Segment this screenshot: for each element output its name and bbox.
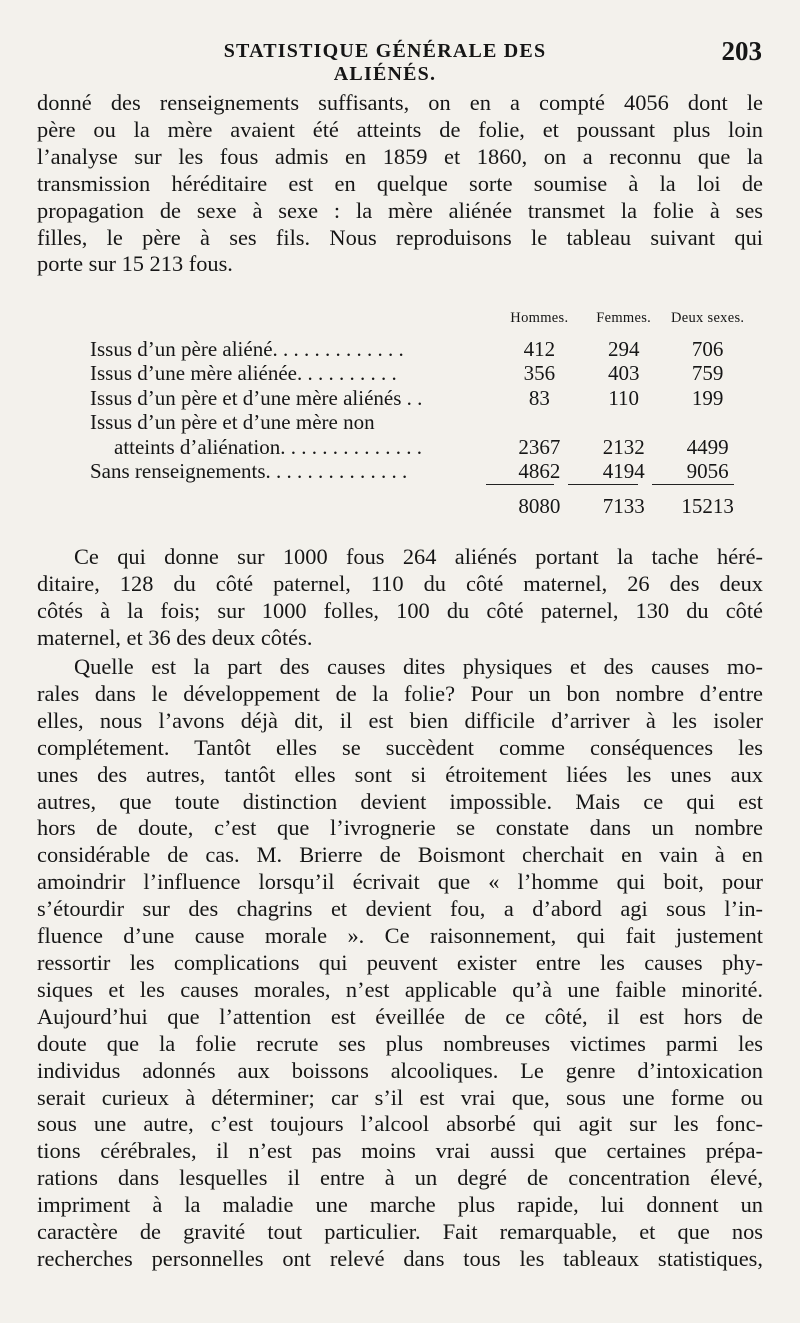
cell-deux-sexes: 9056 bbox=[686, 459, 729, 483]
cell-hommes: 412 bbox=[523, 336, 556, 361]
page-number: 203 bbox=[721, 36, 762, 66]
table-row bbox=[90, 435, 750, 460]
table-header-femmes: Femmes. bbox=[596, 310, 652, 326]
text-line: l’analyse sur les fous admis en 1859 et 1860, on a reconnu que la bbox=[37, 143, 763, 169]
text-line: tions cérébrales, il n’est pas moins vrai aussi que certaines prépa- bbox=[37, 1138, 763, 1164]
text-line: individus adonnés aux boissons alcooliques. Le genre d’intoxication bbox=[37, 1057, 763, 1083]
sum-rule-hommes bbox=[486, 484, 554, 485]
running-title: STATISTIQUE GÉNÉRALE DES ALIÉNÉS. bbox=[223, 40, 547, 85]
text-line: ditaire, 128 du côté paternel, 110 du côté maternel, 26 des deux bbox=[37, 570, 763, 596]
text-line: s’étourdir sur des chagrins et devient fou, a d’abord agi sous l’in- bbox=[37, 896, 763, 922]
text-line: côtés à la fois; sur 1000 folles, 100 du côté paternel, 130 du côté bbox=[37, 597, 763, 623]
cell-hommes: 83 bbox=[528, 385, 550, 410]
cell-femmes: 4194 bbox=[602, 459, 645, 483]
text-line: père ou la mère avaient été atteints de folie, et poussant plus loin bbox=[37, 116, 763, 142]
table-header-deux-sexes: Deux sexes. bbox=[670, 310, 745, 326]
text-line: Ce qui donne sur 1000 fous 264 aliénés portant la tache héré- bbox=[74, 544, 763, 569]
row-label: Issus d’une mère aliénée. . . . . . . . . . bbox=[90, 361, 397, 385]
row-label: atteints d’aliénation. . . . . . . . . . . . . . bbox=[114, 434, 422, 459]
total-deux-sexes: 15213 bbox=[681, 493, 734, 518]
table-row bbox=[90, 410, 750, 435]
cell-deux-sexes: 4499 bbox=[686, 434, 729, 459]
cell-deux-sexes: 706 bbox=[691, 336, 724, 361]
text-line: unes des autres, tantôt elles sont si étroitement liées les unes aux bbox=[37, 761, 763, 787]
text-line: serait curieux à déterminer; car s’il est vrai que, sous une forme ou bbox=[37, 1084, 763, 1110]
cell-femmes bbox=[582, 410, 665, 435]
text-line: Quelle est la part des causes dites physiques et des causes mo- bbox=[74, 654, 763, 679]
row-label: Issus d’un père et d’une mère aliénés . . bbox=[90, 385, 423, 410]
text-line: impriment à la maladie une marche plus rapide, lui donnent un bbox=[37, 1192, 763, 1218]
totals-row bbox=[90, 484, 750, 519]
text-line: hors de doute, c’est que l’ivrognerie se constate dans un nombre bbox=[37, 815, 763, 841]
text-line: siques et les causes morales, n’est applicable qu’à une faible minorité. bbox=[37, 976, 763, 1002]
text-line: sous une autre, c’est toujours l’alcool absorbé qui agit sur les fonc- bbox=[37, 1111, 763, 1137]
causes-paragraph bbox=[37, 654, 763, 1273]
cell-hommes: 2367 bbox=[518, 434, 561, 459]
text-line: rations dans lesquelles il entre à un degré de concentration élevé, bbox=[37, 1165, 763, 1191]
text-line: elles, nous l’avons déjà dit, il est bien difficile d’arriver à les isoler bbox=[37, 707, 763, 733]
text-line: Aujourd’hui que l’attention est éveillée de ce côté, il est hors de bbox=[37, 1003, 763, 1029]
row-label: Issus d’un père et d’une mère non bbox=[90, 410, 375, 434]
text-line: autres, que toute distinction devient impossible. Mais ce qui est bbox=[37, 788, 763, 814]
running-header bbox=[0, 36, 800, 85]
table-header-row bbox=[90, 306, 750, 337]
text-line: amoindrir l’influence lorsqu’il écrivait que « l’homme qui boit, pour bbox=[37, 869, 763, 895]
cell-femmes: 2132 bbox=[602, 434, 645, 459]
table-row bbox=[90, 386, 750, 411]
totals-label bbox=[90, 484, 497, 519]
text-line: maternel, et 36 des deux côtés. bbox=[37, 624, 313, 650]
text-line: porte sur 15 213 fous. bbox=[37, 251, 233, 277]
text-line: ressortir les complications qui peuvent exister entre les causes phy- bbox=[37, 949, 763, 975]
table-row bbox=[90, 361, 750, 386]
text-line: donné des renseignements suffisants, on en a compté 4056 dont le bbox=[37, 90, 763, 115]
row-label: Sans renseignements. . . . . . . . . . . . . . bbox=[90, 459, 408, 483]
total-femmes: 7133 bbox=[602, 493, 645, 518]
intro-paragraph bbox=[37, 90, 763, 278]
cell-deux-sexes bbox=[665, 410, 750, 435]
table-row bbox=[90, 459, 750, 484]
sum-rule-deux-sexes bbox=[652, 484, 734, 485]
text-line: filles, le père à ses fils. Nous reproduisons le tableau suivant qui bbox=[37, 224, 763, 250]
text-line: transmission héréditaire est en quelque sorte soumise à la loi de bbox=[37, 170, 763, 196]
text-line: considérable de cas. M. Brierre de Boismont cherchait en vain à en bbox=[37, 842, 763, 868]
ratio-paragraph bbox=[37, 544, 763, 652]
table-header-blank bbox=[90, 306, 497, 337]
cell-femmes: 403 bbox=[607, 361, 640, 385]
cell-deux-sexes: 759 bbox=[691, 361, 724, 385]
text-line: doute que la folie recrute ses plus nombreuses victimes parmi les bbox=[37, 1030, 763, 1056]
cell-hommes: 356 bbox=[523, 361, 556, 385]
row-label: Issus d’un père aliéné. . . . . . . . . . . . . bbox=[90, 336, 404, 361]
table-header-hommes: Hommes. bbox=[510, 310, 569, 326]
cell-femmes: 110 bbox=[608, 385, 640, 410]
text-line: propagation de sexe à sexe : la mère aliénée transmet la folie à ses bbox=[37, 197, 763, 223]
total-hommes: 8080 bbox=[518, 493, 561, 518]
cell-femmes: 294 bbox=[607, 336, 640, 361]
sum-rule-femmes bbox=[568, 484, 638, 485]
text-line: caractère de gravité tout particulier. Fait remarquable, et que nos bbox=[37, 1219, 763, 1245]
heredity-table bbox=[90, 306, 750, 518]
cell-hommes: 4862 bbox=[518, 459, 561, 483]
table-row bbox=[90, 337, 750, 362]
cell-deux-sexes: 199 bbox=[691, 385, 724, 410]
text-line: recherches personnelles ont relevé dans tous les tableaux statistiques, bbox=[37, 1245, 763, 1271]
text-line: complétement. Tantôt elles se succèdent comme conséquences les bbox=[37, 734, 763, 760]
text-line: rales dans le développement de la folie? Pour un bon nombre d’entre bbox=[37, 680, 763, 706]
cell-hommes bbox=[497, 410, 582, 435]
text-line: fluence d’une cause morale ». Ce raisonnement, qui fait justement bbox=[37, 923, 763, 949]
